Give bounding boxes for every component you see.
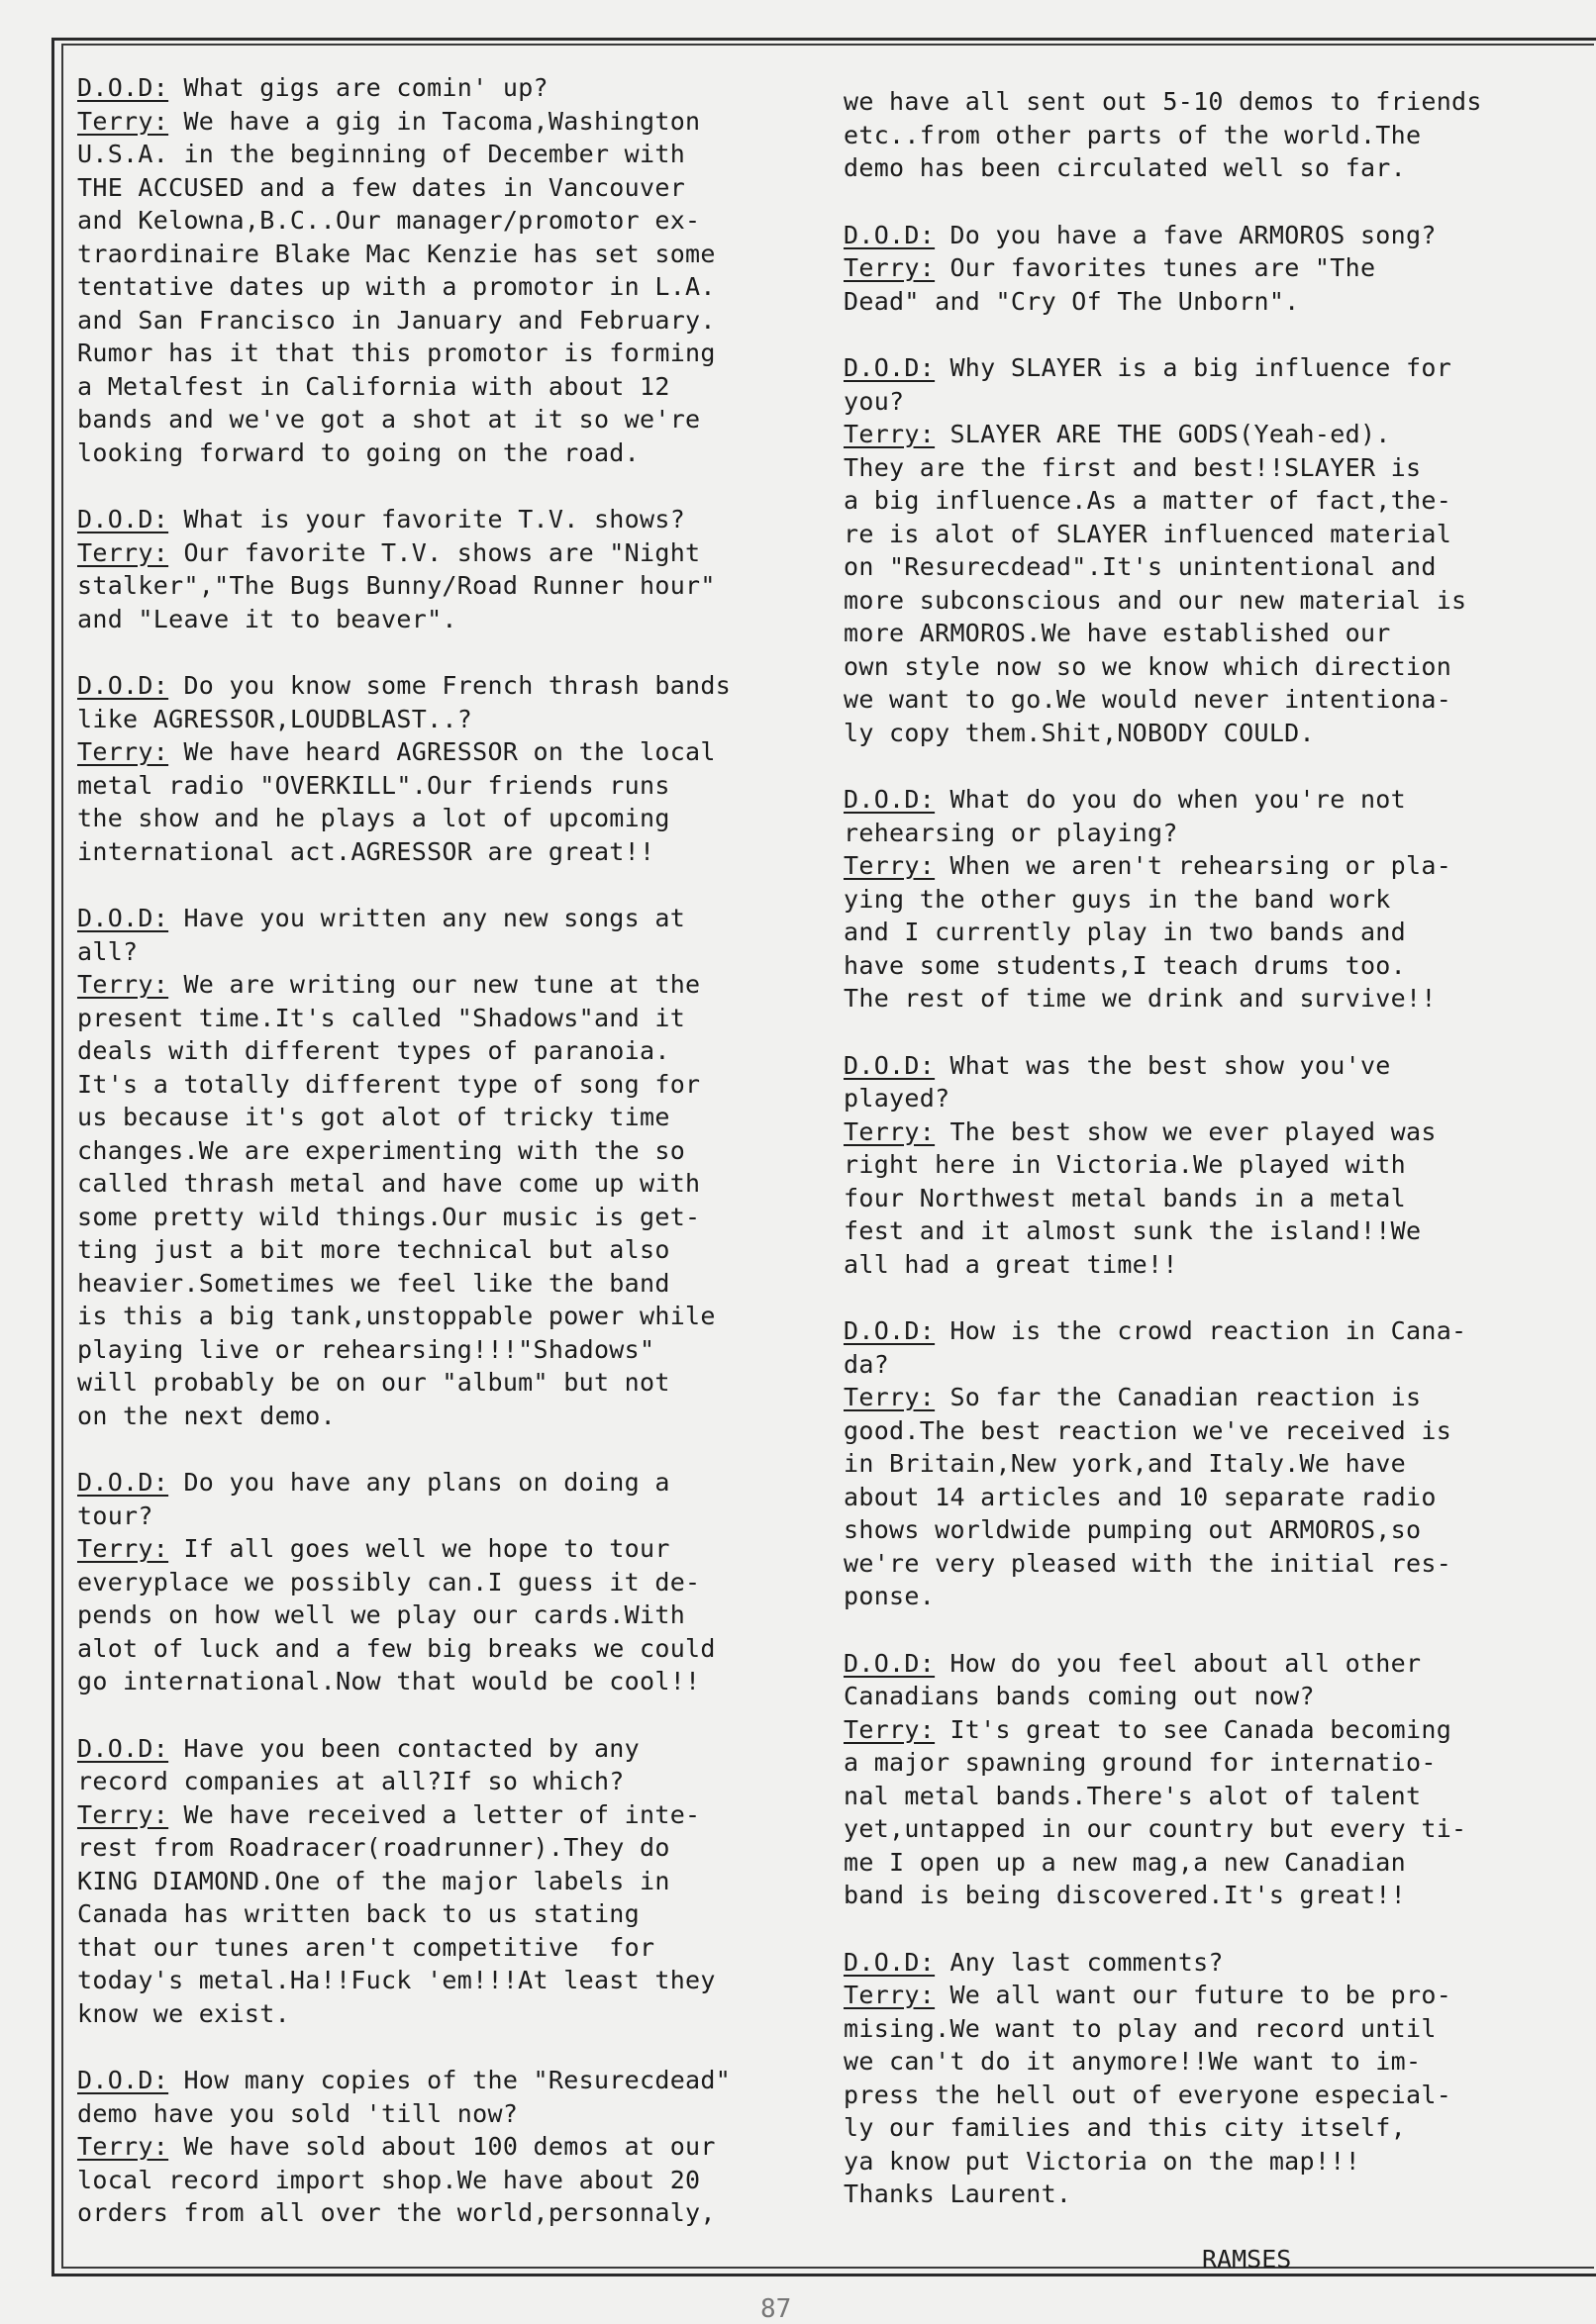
text-line — [77, 1931, 830, 1965]
qa-block — [844, 85, 1588, 185]
line-text: today's metal.Ha!!Fuck 'em!!!At least they — [77, 1966, 716, 1994]
text-line — [77, 1964, 830, 1997]
line-text: and "Leave it to beaver". — [77, 604, 457, 633]
text-line — [77, 1566, 830, 1599]
text-line — [844, 949, 1588, 983]
line-text: bands and we've got a shot at it so we're — [77, 405, 701, 434]
line-text: is this a big tank,unstoppable power while — [77, 1302, 716, 1330]
interviewer-label: D.O.D: — [77, 1733, 169, 1763]
qa-block — [77, 1466, 830, 1698]
text-line — [77, 1068, 830, 1102]
text-line — [77, 238, 830, 271]
text-line — [77, 1765, 830, 1798]
text-line — [844, 1082, 1588, 1115]
text-line — [77, 1134, 830, 1168]
text-line — [844, 1780, 1588, 1813]
qa-block — [77, 669, 830, 868]
line-text: and San Francisco in January and February. — [77, 305, 716, 335]
text-line — [844, 1115, 1588, 1149]
text-line — [844, 1713, 1588, 1747]
text-line — [77, 171, 830, 205]
line-text: we can't do it anymore!!We want to im- — [844, 2047, 1422, 2076]
text-line — [77, 337, 830, 370]
line-text: ly our families and this city itself, — [844, 2113, 1406, 2142]
text-line — [77, 370, 830, 404]
line-text: ly copy them.Shit,NOBODY COULD. — [844, 718, 1315, 747]
interviewer-label: D.O.D: — [77, 505, 169, 533]
text-line — [77, 105, 830, 139]
text-line — [844, 783, 1588, 817]
text-line — [844, 2178, 1588, 2211]
line-text: you? — [844, 386, 905, 416]
text-line — [844, 251, 1588, 285]
text-line — [77, 669, 830, 703]
line-text: that our tunes aren't competitive for — [77, 1932, 655, 1962]
text-line — [844, 85, 1588, 119]
line-text: How is the crowd reaction in Cana- — [935, 1316, 1467, 1345]
text-line — [77, 1333, 830, 1367]
interviewer-label: D.O.D: — [844, 1648, 936, 1678]
text-line — [77, 1732, 830, 1766]
line-text: ting just a bit more technical but also — [77, 1235, 670, 1264]
left-column — [77, 71, 830, 2264]
interviewer-label: D.O.D: — [77, 2066, 169, 2094]
line-text: looking forward to going on the road. — [77, 437, 640, 467]
line-text: will probably be on our "album" but not — [77, 1368, 670, 1397]
text-line — [77, 2130, 830, 2164]
line-text: four Northwest metal bands in a metal — [844, 1183, 1406, 1212]
line-text: re is alot of SLAYER influenced material — [844, 519, 1452, 548]
line-text: yet,untapped in our country but every ti- — [844, 1814, 1467, 1843]
line-text: We all want our future to be pro- — [935, 1981, 1452, 2009]
text-line — [77, 2196, 830, 2230]
interviewer-label: D.O.D: — [77, 1468, 169, 1497]
qa-block — [844, 783, 1588, 1016]
text-line — [77, 1632, 830, 1666]
line-text: We are writing our new tune at the — [168, 970, 701, 999]
line-text: THE ACCUSED and a few dates in Vancouver — [77, 172, 686, 202]
text-line — [77, 2097, 830, 2131]
line-text: What gigs are comin' up? — [168, 73, 549, 102]
line-text: It's great to see Canada becoming — [935, 1714, 1452, 1744]
line-text: We have a gig in Tacoma,Washington — [168, 106, 701, 136]
line-text: They are the first and best!!SLAYER is — [844, 452, 1422, 482]
text-line — [844, 119, 1588, 152]
respondent-label: Terry: — [844, 253, 936, 282]
text-line — [77, 403, 830, 436]
interviewer-label: D.O.D: — [77, 73, 169, 102]
text-line — [844, 1513, 1588, 1547]
text-line — [77, 1665, 830, 1698]
respondent-label: Terry: — [844, 1714, 936, 1744]
text-line — [77, 1002, 830, 1035]
line-text: about 14 articles and 10 separate radio — [844, 1482, 1437, 1511]
line-text: we want to go.We would never intentiona- — [844, 685, 1452, 714]
line-text: Have you written any new songs at — [168, 904, 686, 932]
line-text: on "Resurecdead".It's unintentional and — [844, 552, 1437, 581]
text-line — [77, 1500, 830, 1533]
qa-block — [844, 1647, 1588, 1912]
page-number: 87 — [760, 2294, 792, 2324]
interviewer-label: D.O.D: — [844, 1050, 936, 1080]
line-text: Rumor has it that this promotor is forming — [77, 339, 716, 367]
line-text: and Kelowna,B.C..Our manager/promotor ex- — [77, 206, 701, 235]
respondent-label: Terry: — [77, 2132, 169, 2161]
line-text: alot of luck and a few big breaks we could — [77, 1633, 716, 1663]
respondent-label: Terry: — [77, 1534, 169, 1563]
text-line — [844, 1148, 1588, 1182]
line-text: How many copies of the "Resurecdead" — [168, 2066, 732, 2094]
qa-block — [77, 71, 830, 469]
text-line — [77, 304, 830, 338]
line-text: Why SLAYER is a big influence for — [935, 353, 1452, 382]
line-text: good.The best reaction we've received is — [844, 1415, 1452, 1445]
text-line — [844, 1746, 1588, 1780]
text-line — [77, 1532, 830, 1566]
line-text: mising.We want to play and record until — [844, 2013, 1437, 2043]
line-text: band is being discovered.It's great!! — [844, 1881, 1406, 1909]
line-text: SLAYER ARE THE GODS(Yeah-ed). — [935, 420, 1391, 448]
right-column — [844, 85, 1588, 2274]
line-text: we're very pleased with the initial res- — [844, 1548, 1452, 1578]
text-line — [77, 503, 830, 536]
text-line — [844, 1979, 1588, 2012]
line-text: stalker","The Bugs Bunny/Road Runner hour" — [77, 571, 716, 600]
text-line — [844, 2012, 1588, 2046]
line-text: Our favorites tunes are "The — [935, 253, 1376, 282]
line-text: etc..from other parts of the world.The — [844, 120, 1422, 149]
text-line — [77, 1400, 830, 1433]
interviewer-label: D.O.D: — [844, 1316, 936, 1345]
line-text: traordinaire Blake Mac Kenzie has set some — [77, 239, 716, 268]
qa-block — [77, 902, 830, 1432]
line-text: we have all sent out 5-10 demos to friends — [844, 87, 1482, 116]
text-line — [844, 418, 1588, 451]
text-line — [77, 569, 830, 603]
text-line — [77, 1798, 830, 1832]
text-line — [844, 550, 1588, 584]
text-line — [844, 683, 1588, 717]
line-text: Thanks Laurent. — [844, 2179, 1072, 2208]
text-line — [844, 2111, 1588, 2145]
qa-block — [844, 1314, 1588, 1613]
text-line — [77, 769, 830, 803]
line-text: It's a totally different type of song for — [77, 1069, 701, 1099]
text-line — [77, 703, 830, 736]
text-line — [77, 204, 830, 238]
text-line — [844, 151, 1588, 185]
text-line — [844, 1812, 1588, 1846]
text-line — [844, 650, 1588, 684]
respondent-label: Terry: — [77, 106, 169, 136]
line-text: Our favorite T.V. shows are "Night — [168, 537, 701, 567]
line-text: What was the best show you've — [935, 1050, 1391, 1080]
line-text: The best show we ever played was — [935, 1116, 1437, 1146]
text-line — [844, 1580, 1588, 1613]
line-text: Canada has written back to us stating — [77, 1899, 640, 1928]
text-line — [77, 603, 830, 636]
right-column-blocks — [844, 85, 1588, 2211]
respondent-label: Terry: — [77, 537, 169, 567]
text-line — [844, 2079, 1588, 2112]
line-text: fest and it almost sunk the island!!We — [844, 1216, 1422, 1245]
line-text: have some students,I teach drums too. — [844, 950, 1406, 980]
respondent-label: Terry: — [844, 1116, 936, 1146]
text-line — [844, 1248, 1588, 1282]
respondent-label: Terry: — [77, 737, 169, 766]
text-line — [77, 1366, 830, 1400]
text-line — [844, 1314, 1588, 1348]
line-text: Any last comments? — [935, 1947, 1224, 1977]
line-text: shows worldwide pumping out ARMOROS,so — [844, 1515, 1422, 1544]
text-line — [77, 1233, 830, 1267]
text-line — [77, 1034, 830, 1068]
line-text: metal radio "OVERKILL".Our friends runs — [77, 770, 670, 800]
text-line — [844, 849, 1588, 883]
line-text: like AGRESSOR,LOUDBLAST..? — [77, 704, 473, 733]
text-line — [844, 484, 1588, 518]
text-line — [844, 883, 1588, 917]
line-text: KING DIAMOND.One of the major labels in — [77, 1866, 670, 1895]
line-text: heavier.Sometimes we feel like the band — [77, 1268, 670, 1298]
signoff: RAMSES — [1202, 2244, 1292, 2274]
interviewer-label: D.O.D: — [77, 671, 169, 700]
text-line — [77, 802, 830, 835]
line-text: What do you do when you're not — [935, 785, 1406, 814]
line-text: everyplace we possibly can.I guess it de- — [77, 1567, 701, 1597]
line-text: rehearsing or playing? — [844, 818, 1178, 847]
text-line — [844, 2045, 1588, 2079]
line-text: international act.AGRESSOR are great!! — [77, 836, 655, 866]
text-line — [844, 1182, 1588, 1215]
line-text: What is your favorite T.V. shows? — [168, 505, 686, 533]
line-text: a Metalfest in California with about 12 — [77, 371, 670, 401]
line-text: We have heard AGRESSOR on the local — [168, 737, 716, 766]
line-text: some pretty wild things.Our music is get- — [77, 1202, 701, 1231]
text-line — [844, 285, 1588, 319]
line-text: The rest of time we drink and survive!! — [844, 984, 1437, 1013]
text-line — [844, 1879, 1588, 1912]
line-text: all? — [77, 936, 139, 966]
line-text: pends on how well we play our cards.With — [77, 1600, 686, 1629]
text-line — [77, 1267, 830, 1301]
line-text: demo has been circulated well so far. — [844, 153, 1406, 182]
line-text: When we aren't rehearsing or pla- — [935, 851, 1452, 880]
text-line — [844, 1381, 1588, 1414]
text-line — [844, 1414, 1588, 1448]
text-line — [844, 1547, 1588, 1581]
line-text: record companies at all?If so which? — [77, 1767, 625, 1795]
text-line — [77, 1167, 830, 1201]
line-text: called thrash metal and have come up with — [77, 1169, 701, 1198]
line-text: Have you been contacted by any — [168, 1733, 640, 1763]
text-line — [844, 351, 1588, 385]
line-text: more ARMOROS.We have established our — [844, 619, 1391, 647]
qa-block — [77, 503, 830, 635]
line-text: If all goes well we hope to tour — [168, 1534, 670, 1563]
interviewer-label: D.O.D: — [844, 1947, 936, 1977]
line-text: played? — [844, 1084, 950, 1113]
text-line — [844, 1647, 1588, 1681]
text-line — [844, 584, 1588, 618]
interviewer-label: D.O.D: — [77, 904, 169, 932]
text-line — [844, 1348, 1588, 1382]
text-line — [77, 835, 830, 869]
text-line — [77, 1201, 830, 1234]
line-text: rest from Roadracer(roadrunner).They do — [77, 1833, 670, 1862]
interviewer-label: D.O.D: — [844, 220, 936, 249]
line-text: Do you have any plans on doing a — [168, 1468, 670, 1497]
line-text: We have sold about 100 demos at our — [168, 2132, 716, 2161]
qa-block — [844, 219, 1588, 319]
text-line — [77, 1865, 830, 1898]
line-text: me I open up a new mag,a new Canadian — [844, 1847, 1406, 1877]
text-line — [77, 2164, 830, 2197]
line-text: demo have you sold 'till now? — [77, 2098, 519, 2128]
text-line — [844, 982, 1588, 1016]
line-text: playing live or rehearsing!!!"Shadows" — [77, 1334, 655, 1364]
qa-block — [844, 1049, 1588, 1282]
text-line — [77, 1598, 830, 1632]
line-text: a major spawning ground for internatio- — [844, 1748, 1437, 1777]
respondent-label: Terry: — [844, 1981, 936, 2009]
line-text: Canadians bands coming out now? — [844, 1682, 1315, 1710]
line-text: right here in Victoria.We played with — [844, 1150, 1406, 1179]
line-text: go international.Now that would be cool!! — [77, 1667, 701, 1695]
respondent-label: Terry: — [77, 1799, 169, 1829]
text-line — [844, 916, 1588, 949]
text-line — [77, 1300, 830, 1333]
line-text: nal metal bands.There's alot of talent — [844, 1781, 1422, 1810]
line-text: How do you feel about all other — [935, 1648, 1422, 1678]
text-line — [77, 735, 830, 769]
interviewer-label: D.O.D: — [844, 353, 936, 382]
text-line — [77, 1466, 830, 1500]
line-text: own style now so we know which direction — [844, 651, 1452, 681]
text-line — [77, 935, 830, 969]
text-line — [844, 1846, 1588, 1880]
line-text: deals with different types of paranoia. — [77, 1036, 670, 1065]
line-text: a big influence.As a matter of fact,the- — [844, 486, 1452, 515]
text-line — [77, 1101, 830, 1134]
line-text: all had a great time!! — [844, 1249, 1178, 1279]
line-text: orders from all over the world,personnaly, — [77, 2198, 716, 2227]
line-text: da? — [844, 1349, 890, 1379]
qa-block — [77, 1732, 830, 2031]
text-line — [77, 536, 830, 570]
line-text: local record import shop.We have about 20 — [77, 2165, 701, 2194]
text-line — [844, 2145, 1588, 2179]
text-line — [844, 617, 1588, 650]
respondent-label: Terry: — [77, 970, 169, 999]
text-line — [844, 1946, 1588, 1980]
line-text: tentative dates up with a promotor in L.A. — [77, 272, 716, 301]
respondent-label: Terry: — [844, 1383, 936, 1411]
text-line — [844, 219, 1588, 252]
text-line — [77, 902, 830, 935]
respondent-label: Terry: — [844, 420, 936, 448]
text-line — [77, 436, 830, 470]
line-text: us because it's got alot of tricky time — [77, 1103, 670, 1131]
text-line — [844, 385, 1588, 419]
text-line — [844, 717, 1588, 750]
line-text: Dead" and "Cry Of The Unborn". — [844, 286, 1300, 316]
line-text: know we exist. — [77, 1998, 290, 2028]
line-text: So far the Canadian reaction is — [935, 1383, 1422, 1411]
text-line — [77, 1997, 830, 2031]
interviewer-label: D.O.D: — [844, 785, 936, 814]
line-text: on the next demo. — [77, 1401, 336, 1430]
text-line — [77, 1831, 830, 1865]
line-text: tour? — [77, 1501, 153, 1530]
text-line — [77, 2064, 830, 2097]
text-line — [844, 817, 1588, 850]
text-line — [844, 1680, 1588, 1713]
text-line — [77, 968, 830, 1002]
qa-block — [844, 1946, 1588, 2211]
line-text: Do you have a fave ARMOROS song? — [935, 220, 1437, 249]
line-text: ya know put Victoria on the map!!! — [844, 2146, 1360, 2176]
respondent-label: Terry: — [844, 851, 936, 880]
qa-block — [844, 351, 1588, 749]
line-text: and I currently play in two bands and — [844, 918, 1406, 946]
line-text: present time.It's called "Shadows"and it — [77, 1003, 686, 1032]
text-line — [844, 1214, 1588, 1248]
line-text: press the hell out of everyone especial- — [844, 2080, 1452, 2109]
line-text: ying the other guys in the band work — [844, 884, 1391, 914]
text-line — [844, 1481, 1588, 1514]
text-line — [77, 1897, 830, 1931]
text-line — [77, 138, 830, 171]
line-text: ponse. — [844, 1582, 936, 1610]
text-line — [844, 1447, 1588, 1481]
line-text: Do you know some French thrash bands — [168, 671, 732, 700]
line-text: the show and he plays a lot of upcoming — [77, 804, 670, 832]
line-text: more subconscious and our new material is — [844, 585, 1467, 615]
qa-block — [77, 2064, 830, 2230]
text-line — [844, 1049, 1588, 1083]
text-line — [844, 518, 1588, 551]
line-text: We have received a letter of inte- — [168, 1799, 701, 1829]
line-text: changes.We are experimenting with the so — [77, 1135, 686, 1165]
line-text: in Britain,New york,and Italy.We have — [844, 1449, 1406, 1478]
line-text: U.S.A. in the beginning of December with — [77, 140, 686, 168]
text-line — [844, 451, 1588, 485]
text-line — [77, 270, 830, 304]
text-line — [77, 71, 830, 105]
